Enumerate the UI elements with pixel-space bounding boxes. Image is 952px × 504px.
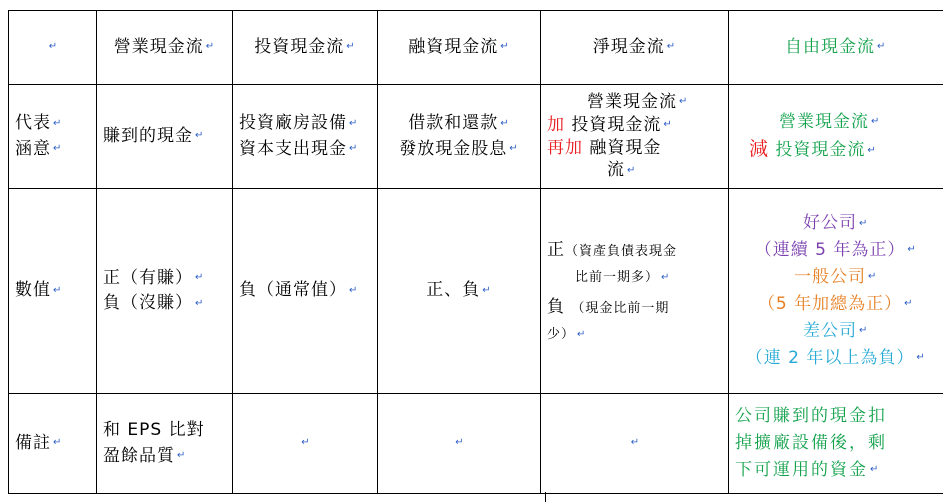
meaning-label: 代表 ↵ 涵意 ↵ [9, 85, 97, 189]
remark-net: ↵ [541, 394, 729, 494]
remark-label: 備註 ↵ [9, 394, 97, 494]
header-free: 自由現金流 ↵ [729, 11, 943, 85]
meaning-net: 營業現金流 ↵ 加 投資現金流 ↵ 再加 融資現金 流 ↵ [541, 85, 729, 189]
cash-flow-table [8, 10, 943, 494]
header-net: 淨現金流 ↵ [541, 11, 729, 85]
value-free: 好公司 ↵ （連續 5 年為正） ↵ 一般公司 ↵ （5 年加總為正） ↵ 差公司 ↵ （連 2 年以上為負） ↵ [729, 189, 943, 394]
remark-row [9, 394, 943, 494]
remark-investing: ↵ [233, 394, 378, 494]
value-operating: 正（有賺） ↵ 負（沒賺） ↵ [97, 189, 233, 394]
value-investing: 負（通常值） ↵ [233, 189, 378, 394]
meaning-row [9, 85, 943, 189]
header-corner-cell: ↵ [9, 11, 97, 85]
remark-financing: ↵ [378, 394, 541, 494]
header-investing: 投資現金流 ↵ [233, 11, 378, 85]
header-row [9, 11, 943, 85]
header-financing: 融資現金流 ↵ [378, 11, 541, 85]
value-row [9, 189, 943, 394]
header-operating: 營業現金流 ↵ [97, 11, 233, 85]
value-label: 數值 ↵ [9, 189, 97, 394]
meaning-operating: 賺到的現金 ↵ [97, 85, 233, 189]
meaning-free: 營業現金流 ↵ 減 投資現金流 ↵ [729, 85, 943, 189]
remark-operating: 和 EPS 比對 盈餘品質 ↵ [97, 394, 233, 494]
meaning-financing: 借款和還款 ↵ 發放現金股息 ↵ [378, 85, 541, 189]
meaning-investing: 投資廠房設備 ↵ 資本支出現金 ↵ [233, 85, 378, 189]
value-financing: 正、負 ↵ [378, 189, 541, 394]
remark-free: 公司賺到的現金扣 掉擴廠設備後，剩 下可運用的資金 ↵ [729, 394, 943, 494]
table-edge-tick [545, 492, 546, 502]
value-net: 正（資產負債表現金 比前一期多） ↵ 負 （現金比前一期 少） ↵ [541, 189, 729, 394]
